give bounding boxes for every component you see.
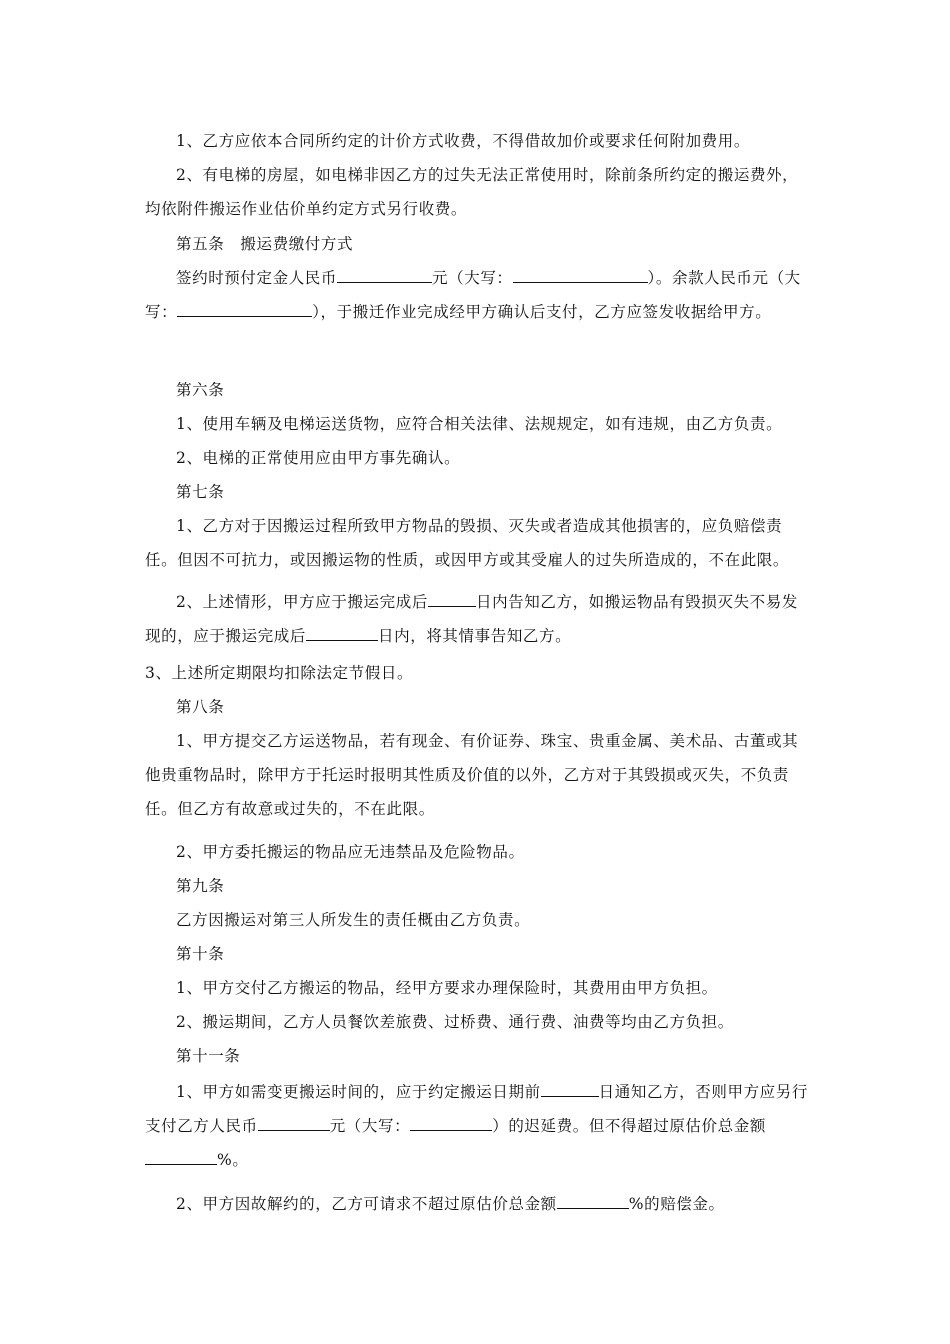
text-segment: 2、上述情形，甲方应于搬运完成后 <box>176 593 428 611</box>
article-7-item-1: 1、乙方对于因搬运过程所致甲方物品的毁损、灭失或者造成其他损害的，应负赔偿责任。但因不可抗力，或因搬运物的性质，或因甲方或其受雇人的过失所造成的，不在此限。 <box>145 517 790 569</box>
text-segment: 元（大写： <box>145 269 801 321</box>
article-11-item-1 <box>145 1075 810 1177</box>
article-7-heading: 第七条 <box>176 483 225 501</box>
text-segment: 2、甲方因故解约的，乙方可请求不超过原估价总金额 <box>176 1195 557 1213</box>
percent-blank <box>557 1191 629 1209</box>
text-segment: 日通知乙方，否则甲方应另行支付乙方人民币 <box>145 1083 808 1135</box>
article-6-heading: 第六条 <box>176 381 225 399</box>
article-9-item-1: 乙方因搬运对第三人所发生的责任概由乙方负责。 <box>176 911 531 929</box>
clause-4-item-1: 1、乙方应依本合同所约定的计价方式收费，不得借故加价或要求任何附加费用。 <box>176 132 750 150</box>
deposit-amount-blank <box>337 265 432 283</box>
days-blank <box>428 589 476 607</box>
text-segment: ）的迟延费。但不得超过原估价总金额 <box>492 1117 766 1135</box>
balance-words-blank <box>177 299 312 317</box>
deposit-words-blank <box>513 265 648 283</box>
article-7-item-3: 3、上述所定期限均扣除法定节假日。 <box>145 664 414 682</box>
text-segment: 日内告知乙方，如搬运物品有毁损灭失不易发现的，应于搬运完成后 <box>145 593 798 645</box>
text-segment: %。 <box>217 1151 249 1169</box>
article-10-item-1: 1、甲方交付乙方搬运的物品，经甲方要求办理保险时，其费用由甲方负担。 <box>176 979 718 997</box>
article-11-heading: 第十一条 <box>176 1047 241 1065</box>
article-5-payment-text <box>145 261 810 329</box>
article-10-heading: 第十条 <box>176 945 225 963</box>
article-6-item-2: 2、电梯的正常使用应由甲方事先确认。 <box>176 449 461 467</box>
article-11-item-2 <box>145 1187 810 1221</box>
amount-blank <box>258 1113 330 1131</box>
text-segment: 元（大写： <box>329 1117 411 1135</box>
article-8-item-2: 2、甲方委托搬运的物品应无违禁品及危险物品。 <box>176 843 525 861</box>
days-blank <box>306 623 378 641</box>
article-8-heading: 第八条 <box>176 698 225 716</box>
article-5-heading: 第五条 搬运费缴付方式 <box>176 235 354 253</box>
percent-blank <box>145 1147 217 1165</box>
article-6-item-1: 1、使用车辆及电梯运送货物，应符合相关法律、法规规定，如有违规，由乙方负责。 <box>176 415 783 433</box>
amount-words-blank <box>410 1113 492 1131</box>
text-segment: 日内，将其情事告知乙方。 <box>378 627 572 645</box>
article-8-item-1: 1、甲方提交乙方运送物品，若有现金、有价证券、珠宝、贵重金属、美术品、古董或其他贵重物品时，除甲方于托运时报明其性质及价值的以外，乙方对于其毁损或灭失，不负责任。但乙方有故意或过失的，不在此限。 <box>145 732 799 818</box>
text-segment: 签约时预付定金人民币 <box>176 269 338 287</box>
text-segment: ），于搬迁作业完成经甲方确认后支付，乙方应签发收据给甲方。 <box>312 303 772 321</box>
days-blank <box>541 1079 599 1097</box>
text-segment: 元（大写： <box>432 269 513 287</box>
text-segment: 1、甲方如需变更搬运时间的，应于约定搬运日期前 <box>176 1083 541 1101</box>
clause-4-item-2: 2、有电梯的房屋，如电梯非因乙方的过失无法正常使用时，除前条所约定的搬运费外，均依附件搬运作业估价单约定方式另行收费。 <box>145 166 799 218</box>
text-segment: ）。余款人民币 <box>647 269 753 287</box>
text-segment: %的赔偿金。 <box>628 1195 725 1213</box>
article-7-item-2 <box>145 585 810 653</box>
article-10-item-2: 2、搬运期间，乙方人员餐饮差旅费、过桥费、通行费、油费等均由乙方负担。 <box>176 1013 734 1031</box>
article-9-heading: 第九条 <box>176 877 225 895</box>
